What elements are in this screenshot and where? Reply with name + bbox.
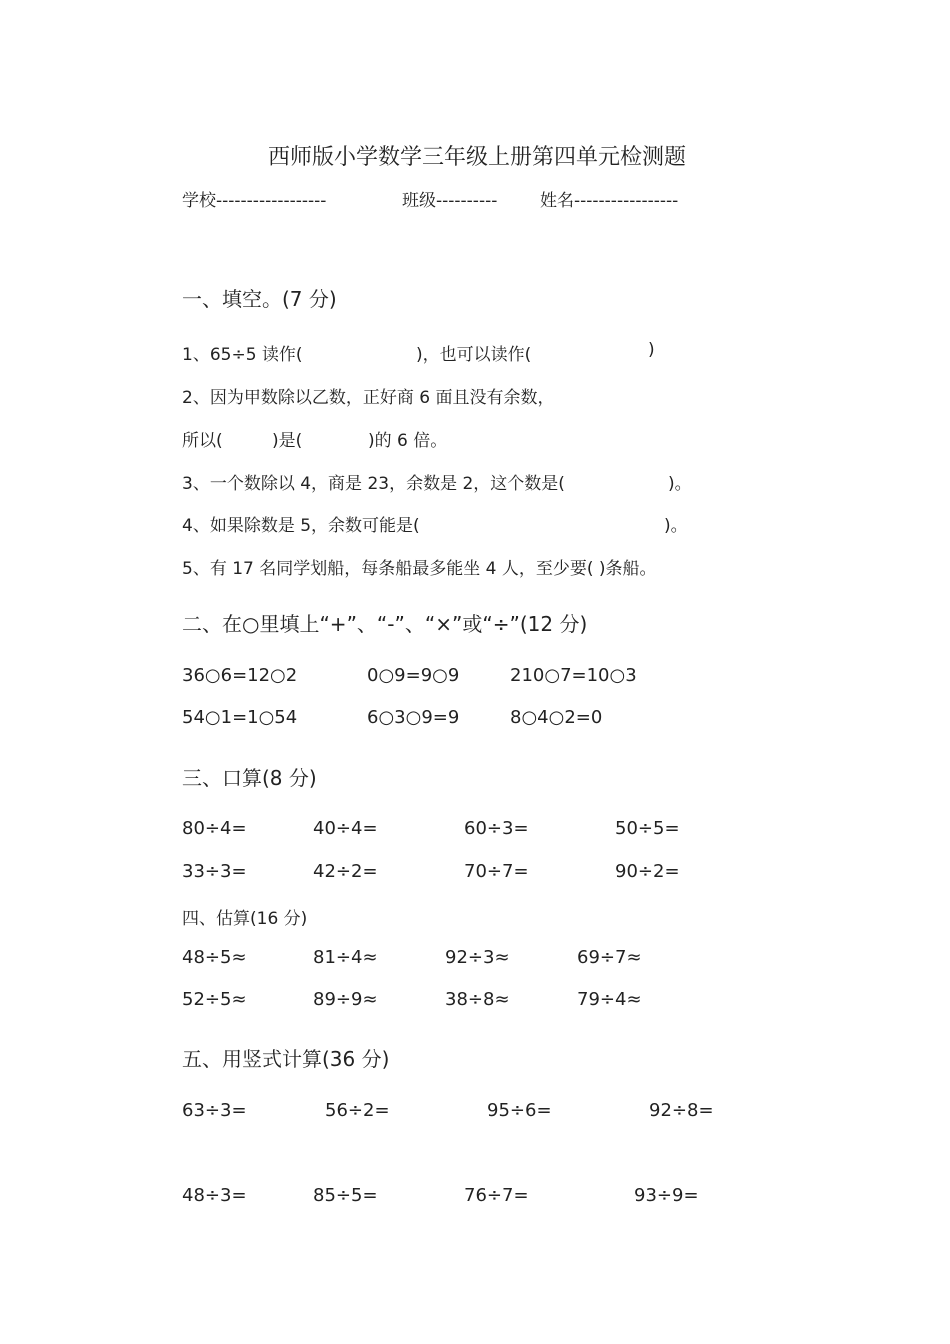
section-3-heading: 三、口算(8 分) <box>182 766 317 790</box>
operator-item: 36○6=12○2 <box>182 665 298 686</box>
name-field: 姓名----------------- <box>540 191 679 211</box>
vertical-calc-item: 95÷6= <box>487 1100 552 1121</box>
operator-item: 210○7=10○3 <box>510 665 637 686</box>
section-5-heading: 五、用竖式计算(36 分) <box>182 1047 390 1071</box>
question-3-part-a: 3、一个数除以 4，商是 23，余数是 2，这个数是( <box>182 474 565 494</box>
operator-item: 8○4○2=0 <box>510 707 603 728</box>
mental-math-item: 70÷7= <box>464 861 529 882</box>
mental-math-item: 33÷3= <box>182 861 247 882</box>
question-4-part-b: )。 <box>664 516 688 536</box>
question-2-line2-a: 所以( <box>182 431 223 451</box>
mental-math-item: 42÷2= <box>313 861 378 882</box>
mental-math-item: 90÷2= <box>615 861 680 882</box>
mental-math-item: 50÷5= <box>615 818 680 839</box>
page-title: 西师版小学数学三年级上册第四单元检测题 <box>268 145 687 170</box>
question-4-part-a: 4、如果除数是 5，余数可能是( <box>182 516 420 536</box>
vertical-calc-item: 56÷2= <box>325 1100 390 1121</box>
estimate-item: 38÷8≈ <box>445 989 510 1010</box>
question-2-line2-b: )是( <box>272 431 303 451</box>
estimate-item: 81÷4≈ <box>313 947 378 968</box>
mental-math-item: 40÷4= <box>313 818 378 839</box>
operator-item: 0○9=9○9 <box>367 665 460 686</box>
estimate-item: 79÷4≈ <box>577 989 642 1010</box>
mental-math-item: 60÷3= <box>464 818 529 839</box>
question-1-part-a: 1、65÷5 读作( <box>182 345 303 365</box>
vertical-calc-item: 92÷8= <box>649 1100 714 1121</box>
question-5: 5、有 17 名同学划船，每条船最多能坐 4 人，至少要( )条船。 <box>182 559 657 579</box>
vertical-calc-item: 93÷9= <box>634 1185 699 1206</box>
vertical-calc-item: 76÷7= <box>464 1185 529 1206</box>
school-field: 学校------------------ <box>182 191 327 211</box>
estimate-item: 52÷5≈ <box>182 989 247 1010</box>
estimate-item: 69÷7≈ <box>577 947 642 968</box>
question-1-part-b: )，也可以读作( <box>416 345 532 365</box>
section-1-heading: 一、填空。(7 分) <box>182 287 337 311</box>
vertical-calc-item: 85÷5= <box>313 1185 378 1206</box>
estimate-item: 89÷9≈ <box>313 989 378 1010</box>
question-2: 2、因为甲数除以乙数，正好商 6 面且没有余数， <box>182 388 555 408</box>
question-3-part-b: )。 <box>668 474 692 494</box>
section-2-heading: 二、在○里填上“+”、“-”、“×”或“÷”(12 分) <box>182 612 588 636</box>
estimate-item: 48÷5≈ <box>182 947 247 968</box>
operator-item: 54○1=1○54 <box>182 707 298 728</box>
question-1-part-c: ) <box>648 340 655 360</box>
question-2-line2-c: )的 6 倍。 <box>368 431 448 451</box>
mental-math-item: 80÷4= <box>182 818 247 839</box>
vertical-calc-item: 63÷3= <box>182 1100 247 1121</box>
section-4-heading: 四、估算(16 分) <box>182 909 308 929</box>
class-field: 班级---------- <box>402 191 498 211</box>
vertical-calc-item: 48÷3= <box>182 1185 247 1206</box>
operator-item: 6○3○9=9 <box>367 707 460 728</box>
estimate-item: 92÷3≈ <box>445 947 510 968</box>
